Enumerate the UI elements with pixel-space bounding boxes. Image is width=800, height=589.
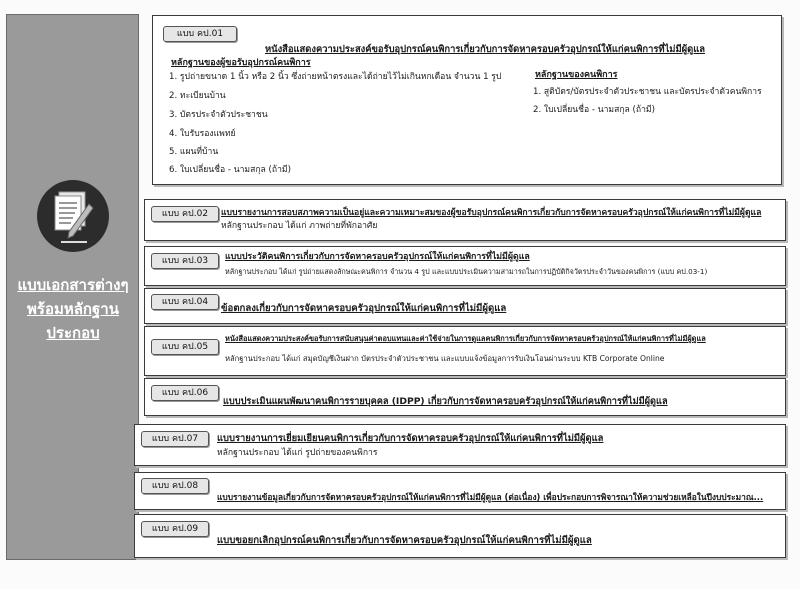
- form-code-tag: แบบ คป.03: [151, 253, 219, 269]
- form-card-08: [134, 472, 786, 510]
- form-code-tag: แบบ คป.01: [163, 26, 237, 42]
- form-title: แบบประวัติคนพิการเกี่ยวกับการจัดหาครอบครัวอุปกรณ์ให้แก่คนพิการที่ไม่มีผู้ดูแล: [225, 252, 530, 262]
- document-pen-icon: [37, 180, 109, 252]
- sidebar-title-line: ประกอบ: [46, 324, 100, 342]
- form-card-01: [152, 15, 782, 185]
- form-title: หนังสือแสดงความประสงค์ขอรับอุปกรณ์คนพิการเกี่ยวกับการจัดหาครอบครัวอุปกรณ์ให้แก่คนพิการที่ไม่มีผู้ดูแล: [265, 44, 706, 55]
- form-evidence-note: หลักฐานประกอบ ได้แก่ สมุดบัญชีเงินฝาก บัตรประจำตัวประชาชน และแบบแจ้งข้อมูลการรับเงินโอนผ่านระบบ KTB Corporate Online: [225, 354, 665, 363]
- form-code-tag: แบบ คป.02: [151, 206, 219, 222]
- form-title: แบบรายงานข้อมูลเกี่ยวกับการจัดหาครอบครัวอุปกรณ์ให้แก่คนพิการที่ไม่มีผู้ดูแล (ต่อเนื่อง) เพื่อประกอบการพิจารณาให้ความช่วยเหลือในปีงบประมาณ...: [217, 492, 764, 502]
- evidence-item: 2. ทะเบียนบ้าน: [169, 91, 226, 101]
- form-code-tag: แบบ คป.07: [141, 431, 209, 447]
- sidebar-title-line: พร้อมหลักฐาน: [27, 300, 119, 318]
- evidence-item: 2. ใบเปลี่ยนชื่อ - นามสกุล (ถ้ามี): [533, 105, 655, 115]
- form-card-03: [144, 246, 786, 286]
- form-card-06: [144, 378, 786, 416]
- form-card-09: [134, 514, 786, 558]
- form-code-tag: แบบ คป.06: [151, 385, 219, 401]
- form-card-04: [144, 288, 786, 324]
- sidebar-title-line: แบบเอกสารต่างๆ: [17, 276, 129, 294]
- form-evidence-note: หลักฐานประกอบ ได้แก่ รูปถ่ายแสดงลักษณะคนพิการ จำนวน 4 รูป และแบบประเมินความสามารถในการปฏิบัติกิจวัตรประจำวันของคนพิการ (แบบ คป.03-1): [225, 267, 708, 276]
- form-title: แบบรายงานการสอบสภาพความเป็นอยู่และความเหมาะสมของผู้ขอรับอุปกรณ์คนพิการเกี่ยวกับการจัดหาครอบครัวอุปกรณ์ให้แก่คนพิการที่ไม่มีผู้ดูแล: [221, 208, 762, 218]
- form-code-tag: แบบ คป.05: [151, 339, 219, 355]
- form-evidence-note: หลักฐานประกอบ ได้แก่ ภาพถ่ายที่พักอาศัย: [221, 221, 378, 231]
- evidence-item: 1. สูติบัตร/บัตรประจำตัวประชาชน และบัตรประจำตัวคนพิการ: [533, 87, 762, 97]
- form-title: หนังสือแสดงความประสงค์ขอรับการสนับสนุนค่าตอบแทนและค่าใช้จ่ายในการดูแลคนพิการเกี่ยวกับการจัดหาครอบครัวอุปกรณ์ให้แก่คนพิการที่ไม่มีผู้ดูแล: [225, 334, 706, 343]
- evidence-item: 6. ใบเปลี่ยนชื่อ - นามสกุล (ถ้ามี): [169, 165, 291, 175]
- form-card-02: [144, 199, 786, 241]
- form-title: ข้อตกลงเกี่ยวกับการจัดหาครอบครัวอุปกรณ์ให้แก่คนพิการที่ไม่มีผู้ดูแล: [221, 303, 507, 314]
- evidence-item: 4. ใบรับรองแพทย์: [169, 129, 236, 139]
- form-code-tag: แบบ คป.08: [141, 478, 209, 494]
- form-title: แบบประเมินแผนพัฒนาคนพิการรายบุคคล (IDPP) เกี่ยวกับการจัดหาครอบครัวอุปกรณ์ให้แก่คนพิการที่ไม่มีผู้ดูแล: [223, 396, 668, 407]
- form-code-tag: แบบ คป.04: [151, 294, 219, 310]
- applicant-evidence-heading: หลักฐานของผู้ขอรับอุปกรณ์คนพิการ: [171, 58, 311, 68]
- form-title: แบบขอยกเลิกอุปกรณ์คนพิการเกี่ยวกับการจัดหาครอบครัวอุปกรณ์ให้แก่คนพิการที่ไม่มีผู้ดูแล: [217, 535, 592, 546]
- form-card-05: [144, 326, 786, 376]
- evidence-item: 5. แผนที่บ้าน: [169, 147, 219, 157]
- evidence-item: 1. รูปถ่ายขนาด 1 นิ้ว หรือ 2 นิ้ว ซึ่งถ่ายหน้าตรงและได้ถ่ายไว้ไม่เกินหกเดือน จำนวน 1 รูป: [169, 72, 502, 82]
- form-title: แบบรายงานการเยี่ยมเยียนคนพิการเกี่ยวกับการจัดหาครอบครัวอุปกรณ์ให้แก่คนพิการที่ไม่มีผู้ดูแล: [217, 433, 604, 444]
- disabled-person-evidence-heading: หลักฐานของคนพิการ: [535, 70, 618, 80]
- evidence-item: 3. บัตรประจำตัวประชาชน: [169, 110, 268, 120]
- sidebar-panel: [6, 14, 139, 560]
- form-code-tag: แบบ คป.09: [141, 521, 209, 537]
- sidebar-title: [11, 273, 135, 345]
- form-card-07: [134, 424, 786, 466]
- form-evidence-note: หลักฐานประกอบ ได้แก่ รูปถ่ายของคนพิการ: [217, 448, 378, 458]
